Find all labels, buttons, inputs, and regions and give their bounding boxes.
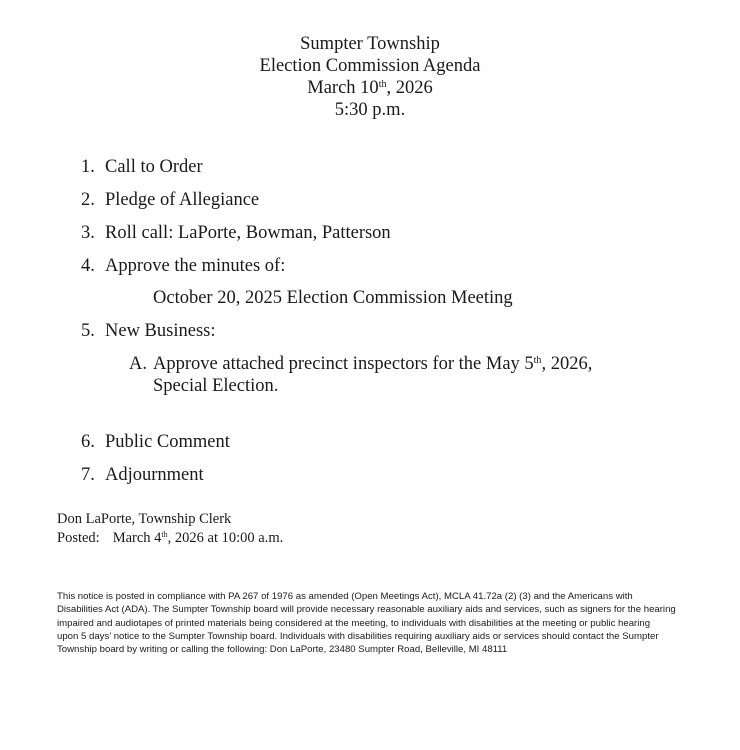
- item-text: Adjournment: [105, 465, 204, 485]
- item-number: 1.: [81, 157, 95, 177]
- notice-line: This notice is posted in compliance with PA 267 of 1976 as amended (Open Meetings Act), MCLA 41.72a (2) (3) and the Americans with: [57, 591, 633, 602]
- notice-line: impaired and audiotapes of printed materials being considered at the meeting, to individuals with disabilities at the meeting or public hearing: [57, 617, 651, 629]
- item-text: Public Comment: [105, 432, 230, 452]
- sub-item-letter: A.: [129, 354, 147, 374]
- meeting-time: 5:30 p.m.: [334, 100, 406, 120]
- notice-line: upon 5 days’ notice to the Sumpter Township board. Individuals with disabilities requiring auxiliary aids or services should contact the Sumpter: [57, 630, 659, 642]
- item-number: 6.: [81, 432, 95, 452]
- posted-line: Posted: March 4th, 2026 at 10:00 a.m.: [57, 530, 284, 546]
- item-number: 3.: [81, 223, 95, 243]
- item-number: 7.: [81, 465, 95, 485]
- clerk-signature: Don LaPorte, Township Clerk: [57, 511, 232, 527]
- agenda-title: Election Commission Agenda: [259, 56, 481, 76]
- agenda-header: [0, 33, 740, 121]
- item-text: New Business:: [105, 321, 216, 341]
- item-text: Call to Order: [105, 157, 203, 177]
- sub-item-text-line2: Special Election.: [153, 376, 279, 396]
- minutes-detail: October 20, 2025 Election Commission Meeting: [153, 288, 513, 308]
- township-name: Sumpter Township: [300, 34, 440, 54]
- item-text: Roll call: LaPorte, Bowman, Patterson: [105, 223, 391, 243]
- notice-line: Township board by writing or calling the following: Don LaPorte, 23480 Sumpter Road, Belleville, MI 48111: [57, 644, 508, 656]
- item-text: Approve the minutes of:: [105, 256, 286, 276]
- notice-line: Disabilities Act (ADA). The Sumpter Township board will provide necessary reasonable auxiliary aids and services, such as signers for the hearing: [57, 604, 676, 616]
- compliance-notice: [57, 590, 697, 656]
- sub-item-text-line1: Approve attached precinct inspectors for the May 5th, 2026,: [153, 354, 593, 374]
- posted-label: Posted:: [57, 530, 100, 546]
- item-number: 5.: [81, 321, 95, 341]
- item-text: Pledge of Allegiance: [105, 190, 260, 210]
- item-number: 2.: [81, 190, 95, 210]
- meeting-date: March 10th, 2026: [307, 78, 433, 98]
- item-number: 4.: [81, 256, 95, 276]
